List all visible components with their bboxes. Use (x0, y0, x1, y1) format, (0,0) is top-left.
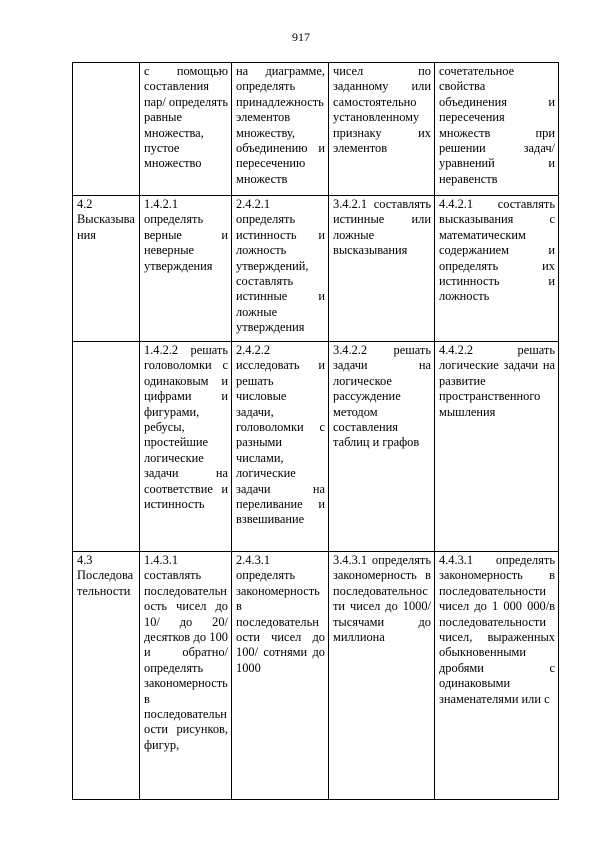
grade1-cell: 1.4.3.1 составлять последовательность чисел до 10/ до 20/десятков до 100 и обратно/ определять закономерность в последовательности рисунков, фигур, (140, 552, 232, 800)
grade2-cell: 2.4.2.1 определять истинность и ложность утверждений, составлять истинные и ложные утверждения (232, 196, 329, 342)
grade4-cell: 4.4.3.1 определять закономерность в последовательности чисел до 1 000 000/в последовательности чисел, выраженных обыкновенными дробями с одинаковыми знаменателями или с (435, 552, 559, 800)
grade2-cell: 2.4.2.2 исследовать и решать числовые задачи, головоломки с разными числами, логические задачи на переливание и взвешивание (232, 342, 329, 552)
grade2-cell: 2.4.3.1 определять закономерность в последовательности чисел до 100/ сотнями до 1000 (232, 552, 329, 800)
topic-cell (73, 342, 140, 552)
grade1-cell: 1.4.2.1 определять верные и неверные утверждения (140, 196, 232, 342)
grade3-cell: 3.4.3.1 определять закономерность в последовательности чисел до 1000/ тысячами до миллиона (329, 552, 435, 800)
topic-cell (73, 63, 140, 196)
grade4-cell: 4.4.2.1 составлять высказывания с математическим содержанием и определять их истинность и ложность (435, 196, 559, 342)
grade4-cell: 4.4.2.2 решать логические задачи на развитие пространственного мышления (435, 342, 559, 552)
grade2-cell: на диаграмме, определять принадлежность элементов множеству, объединению и пересечению множеств (232, 63, 329, 196)
grade3-cell: 3.4.2.1 составлять истинные или ложные высказывания (329, 196, 435, 342)
topic-cell: 4.3 Последовательности (73, 552, 140, 800)
topic-cell: 4.2 Высказывания (73, 196, 140, 342)
table-row (73, 552, 559, 800)
grade3-cell: 3.4.2.2 решать задачи на логическое рассуждение методом составления таблиц и графов (329, 342, 435, 552)
grade3-cell: чисел по заданному или самостоятельно установленному признаку их элементов (329, 63, 435, 196)
table-row (73, 196, 559, 342)
page-number: 917 (292, 30, 310, 44)
grade4-cell: сочетательное свойства объединения и пересечения множеств при решении задач/ уравнений и неравенств (435, 63, 559, 196)
table-row (73, 63, 559, 196)
curriculum-table (72, 62, 559, 800)
table-row (73, 342, 559, 552)
grade1-cell: с помощью составления пар/ определять равные множества, пустое множество (140, 63, 232, 196)
grade1-cell: 1.4.2.2 решать головоломки с одинаковым и цифрами и фигурами, ребусы, простейшие логические задачи на соответствие и истинность (140, 342, 232, 552)
